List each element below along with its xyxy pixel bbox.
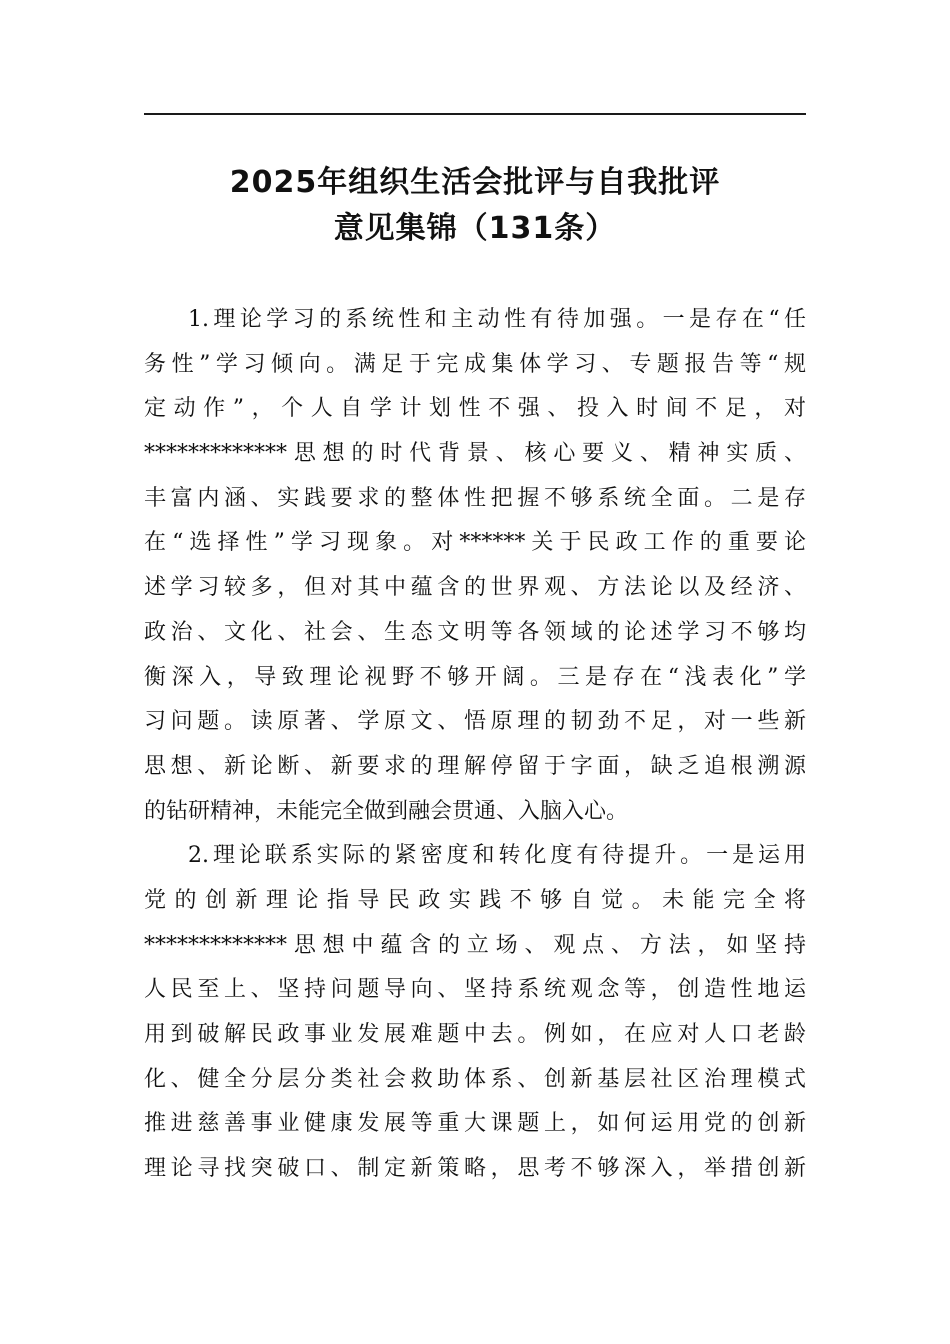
paragraph-2	[144, 834, 806, 1192]
text-line: 人民至上、坚持问题导向、坚持系统观念等，创造性地运	[144, 977, 806, 1003]
text-line: 用到破解民政事业发展难题中去。例如，在应对人口老龄	[144, 1022, 806, 1047]
text-line: *************思想的时代背景、核心要义、精神实质、	[144, 441, 806, 467]
paragraph-1	[144, 298, 806, 834]
text-line: 述学习较多，但对其中蕴含的世界观、方法论以及经济、	[144, 575, 806, 601]
text-line: 的钻研精神，未能完全做到融会贯通、入脑入心。	[144, 798, 629, 824]
text-line: 化、健全分层分类社会救助体系、创新基层社区治理模式	[144, 1066, 806, 1092]
text-line: 在“选择性”学习现象。对******关于民政工作的重要论	[144, 530, 806, 556]
text-line: 政治、文化、社会、生态文明等各领域的论述学习不够均	[144, 619, 806, 645]
text-line: 务性”学习倾向。满足于完成集体学习、专题报告等“规	[144, 351, 806, 377]
text-line: 党的创新理论指导民政实践不够自觉。未能完全将	[144, 887, 806, 913]
text-line: 定动作”，个人自学计划性不强、投入时间不足，对	[144, 396, 806, 422]
text-line: 推进慈善事业健康发展等重大课题上，如何运用党的创新	[144, 1111, 806, 1137]
text-line: 衡深入，导致理论视野不够开阔。三是存在“浅表化”学	[144, 664, 806, 690]
text-line: 习问题。读原著、学原文、悟原理的韧劲不足，对一些新	[144, 709, 806, 735]
text-line: *************思想中蕴含的立场、观点、方法，如坚持	[144, 932, 806, 958]
text-line: 2.理论联系实际的紧密度和转化度有待提升。一是运用	[188, 843, 806, 869]
title-line-2: 意见集锦（131条）	[333, 211, 617, 246]
text-line: 理论寻找突破口、制定新策略，思考不够深入，举措创新	[144, 1156, 806, 1182]
title-line-1: 2025年组织生活会批评与自我批评	[229, 165, 721, 200]
text-line: 1.理论学习的系统性和主动性有待加强。一是存在“任	[188, 307, 806, 332]
document-body	[144, 298, 806, 1192]
text-line: 丰富内涵、实践要求的整体性把握不够系统全面。二是存	[144, 485, 806, 511]
text-line: 思想、新论断、新要求的理解停留于字面，缺乏追根溯源	[144, 753, 806, 779]
header-rule	[144, 113, 806, 115]
document-title	[144, 160, 806, 252]
